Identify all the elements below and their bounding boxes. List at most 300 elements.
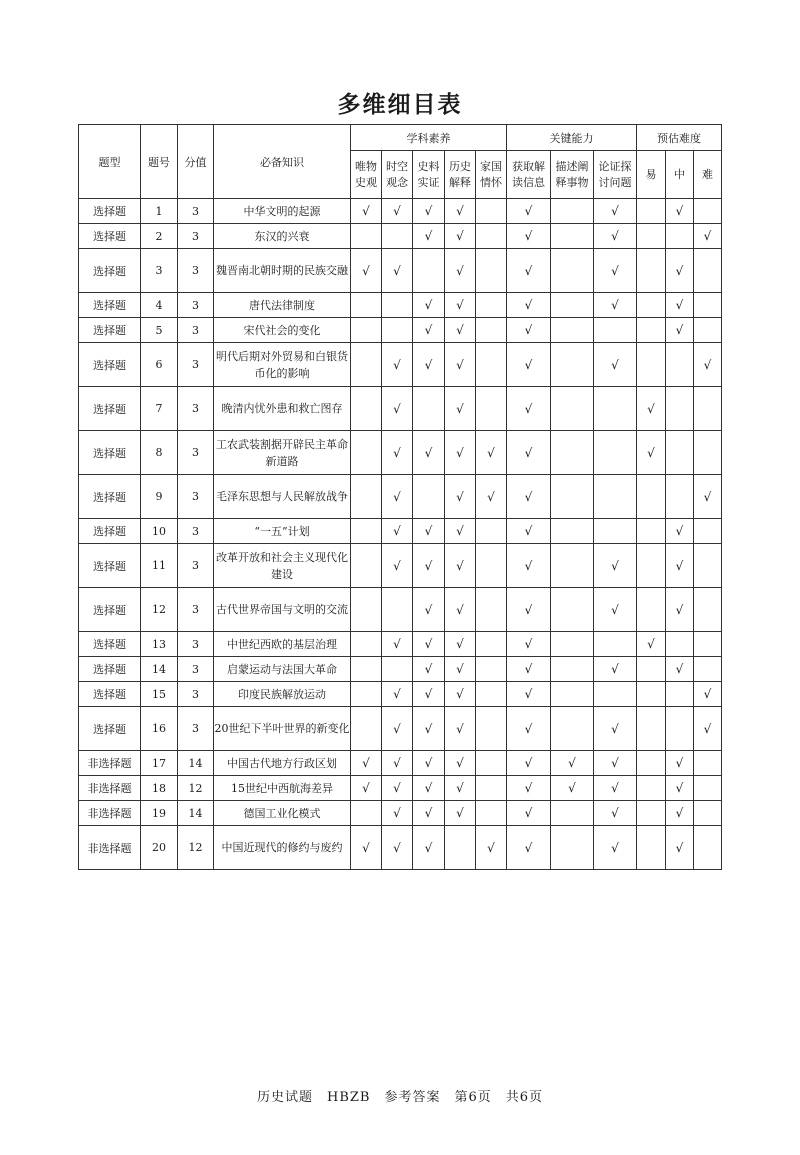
literacy-check-cell: √ — [382, 387, 413, 431]
question-number-cell: 20 — [141, 826, 178, 870]
literacy-check-cell: √ — [351, 826, 382, 870]
ability-check-cell: √ — [594, 544, 637, 588]
literacy-check-cell — [351, 475, 382, 519]
header-group-ability: 关键能力 — [507, 125, 637, 151]
score-cell: 12 — [178, 826, 214, 870]
ability-check-cell — [551, 318, 594, 343]
knowledge-topic-cell: 晚清内忧外患和救亡图存 — [214, 387, 351, 431]
literacy-check-cell: √ — [413, 826, 445, 870]
difficulty-check-cell — [694, 199, 722, 224]
score-cell: 3 — [178, 544, 214, 588]
ability-check-cell: √ — [594, 224, 637, 249]
literacy-check-cell: √ — [382, 544, 413, 588]
question-type-cell: 非选择题 — [79, 826, 141, 870]
difficulty-check-cell — [694, 801, 722, 826]
ability-check-cell — [551, 544, 594, 588]
literacy-check-cell — [476, 801, 507, 826]
difficulty-check-cell: √ — [666, 519, 694, 544]
literacy-check-cell: √ — [413, 199, 445, 224]
literacy-check-cell: √ — [445, 632, 476, 657]
table-row — [79, 632, 722, 657]
question-number-cell: 7 — [141, 387, 178, 431]
difficulty-check-cell — [666, 343, 694, 387]
table-row — [79, 475, 722, 519]
ability-check-cell — [551, 475, 594, 519]
question-number-cell: 6 — [141, 343, 178, 387]
knowledge-topic-cell: 改革开放和社会主义现代化建设 — [214, 544, 351, 588]
difficulty-check-cell: √ — [666, 588, 694, 632]
difficulty-check-cell — [637, 751, 666, 776]
question-number-cell: 9 — [141, 475, 178, 519]
ability-check-cell: √ — [594, 343, 637, 387]
question-number-cell: 16 — [141, 707, 178, 751]
literacy-check-cell: √ — [413, 431, 445, 475]
knowledge-topic-cell: 中国古代地方行政区划 — [214, 751, 351, 776]
difficulty-check-cell — [694, 826, 722, 870]
question-number-cell: 8 — [141, 431, 178, 475]
knowledge-topic-cell: 中国近现代的修约与废约 — [214, 826, 351, 870]
literacy-check-cell: √ — [413, 707, 445, 751]
knowledge-topic-cell: 毛泽东思想与人民解放战争 — [214, 475, 351, 519]
header-ability-3: 论证探讨问题 — [594, 151, 637, 199]
literacy-check-cell: √ — [382, 751, 413, 776]
header-literacy-4: 历史解释 — [445, 151, 476, 199]
ability-check-cell — [551, 343, 594, 387]
score-cell: 3 — [178, 475, 214, 519]
question-number-cell: 12 — [141, 588, 178, 632]
literacy-check-cell — [351, 343, 382, 387]
header-literacy-1: 唯物史观 — [351, 151, 382, 199]
knowledge-topic-cell: 宋代社会的变化 — [214, 318, 351, 343]
score-cell: 3 — [178, 318, 214, 343]
header-ability-1: 获取解读信息 — [507, 151, 551, 199]
difficulty-check-cell: √ — [694, 707, 722, 751]
literacy-check-cell — [476, 293, 507, 318]
header-group-literacy: 学科素养 — [351, 125, 507, 151]
literacy-check-cell: √ — [445, 588, 476, 632]
question-number-cell: 17 — [141, 751, 178, 776]
literacy-check-cell — [476, 519, 507, 544]
difficulty-check-cell — [694, 588, 722, 632]
ability-check-cell: √ — [507, 343, 551, 387]
header-literacy-5: 家国情怀 — [476, 151, 507, 199]
literacy-check-cell: √ — [382, 707, 413, 751]
literacy-check-cell — [413, 249, 445, 293]
difficulty-check-cell — [666, 632, 694, 657]
score-cell: 3 — [178, 519, 214, 544]
difficulty-check-cell: √ — [637, 431, 666, 475]
page-title: 多维细目表 — [337, 92, 463, 118]
difficulty-check-cell: √ — [694, 343, 722, 387]
literacy-check-cell: √ — [413, 519, 445, 544]
ability-check-cell: √ — [507, 199, 551, 224]
ability-check-cell — [551, 387, 594, 431]
ability-check-cell — [551, 588, 594, 632]
ability-check-cell — [551, 826, 594, 870]
difficulty-check-cell — [637, 475, 666, 519]
literacy-check-cell: √ — [382, 826, 413, 870]
literacy-check-cell — [351, 387, 382, 431]
knowledge-topic-cell: 明代后期对外贸易和白银货币化的影响 — [214, 343, 351, 387]
difficulty-check-cell — [637, 343, 666, 387]
ability-check-cell: √ — [507, 475, 551, 519]
table-row — [79, 431, 722, 475]
table-row — [79, 544, 722, 588]
question-type-cell: 非选择题 — [79, 801, 141, 826]
literacy-check-cell — [351, 801, 382, 826]
literacy-check-cell — [351, 682, 382, 707]
literacy-check-cell: √ — [413, 544, 445, 588]
header-difficulty-hard: 难 — [694, 151, 722, 199]
question-number-cell: 3 — [141, 249, 178, 293]
score-cell: 3 — [178, 707, 214, 751]
ability-check-cell: √ — [507, 826, 551, 870]
literacy-check-cell: √ — [476, 826, 507, 870]
difficulty-check-cell — [637, 519, 666, 544]
question-type-cell: 选择题 — [79, 519, 141, 544]
ability-check-cell: √ — [507, 632, 551, 657]
ability-check-cell: √ — [507, 544, 551, 588]
literacy-check-cell: √ — [445, 751, 476, 776]
table-row — [79, 224, 722, 249]
literacy-check-cell — [476, 387, 507, 431]
difficulty-check-cell — [666, 475, 694, 519]
literacy-check-cell — [476, 588, 507, 632]
knowledge-topic-cell: 印度民族解放运动 — [214, 682, 351, 707]
literacy-check-cell: √ — [413, 293, 445, 318]
literacy-check-cell: √ — [445, 544, 476, 588]
literacy-check-cell: √ — [445, 475, 476, 519]
difficulty-check-cell — [637, 707, 666, 751]
score-cell: 3 — [178, 249, 214, 293]
knowledge-topic-cell: 德国工业化模式 — [214, 801, 351, 826]
literacy-check-cell — [351, 519, 382, 544]
literacy-check-cell — [351, 544, 382, 588]
score-cell: 12 — [178, 776, 214, 801]
question-type-cell: 非选择题 — [79, 776, 141, 801]
difficulty-check-cell: √ — [666, 199, 694, 224]
literacy-check-cell — [382, 293, 413, 318]
literacy-check-cell — [351, 431, 382, 475]
ability-check-cell: √ — [594, 293, 637, 318]
literacy-check-cell: √ — [445, 318, 476, 343]
literacy-check-cell: √ — [382, 199, 413, 224]
score-cell: 3 — [178, 293, 214, 318]
literacy-check-cell — [445, 826, 476, 870]
ability-check-cell: √ — [507, 657, 551, 682]
literacy-check-cell: √ — [476, 431, 507, 475]
ability-check-cell: √ — [507, 751, 551, 776]
question-number-cell: 2 — [141, 224, 178, 249]
literacy-check-cell: √ — [382, 801, 413, 826]
literacy-check-cell — [382, 318, 413, 343]
literacy-check-cell: √ — [382, 431, 413, 475]
header-group-difficulty: 预估难度 — [637, 125, 722, 151]
header-ability-2: 描述阐释事物 — [551, 151, 594, 199]
difficulty-check-cell — [637, 776, 666, 801]
knowledge-topic-cell: 启蒙运动与法国大革命 — [214, 657, 351, 682]
difficulty-check-cell — [666, 224, 694, 249]
ability-check-cell: √ — [507, 293, 551, 318]
table-row — [79, 293, 722, 318]
ability-check-cell: √ — [507, 588, 551, 632]
difficulty-check-cell — [694, 519, 722, 544]
knowledge-topic-cell: 20世纪下半叶世界的新变化 — [214, 707, 351, 751]
question-number-cell: 5 — [141, 318, 178, 343]
score-cell: 14 — [178, 801, 214, 826]
table-row — [79, 751, 722, 776]
question-type-cell: 选择题 — [79, 657, 141, 682]
literacy-check-cell: √ — [382, 632, 413, 657]
literacy-check-cell: √ — [413, 318, 445, 343]
table-row — [79, 707, 722, 751]
header-literacy-3: 史料实证 — [413, 151, 445, 199]
table-row — [79, 801, 722, 826]
literacy-check-cell: √ — [382, 776, 413, 801]
literacy-check-cell — [351, 318, 382, 343]
ability-check-cell: √ — [507, 249, 551, 293]
specification-table — [78, 124, 722, 870]
difficulty-check-cell: √ — [694, 224, 722, 249]
table-body — [79, 199, 722, 870]
literacy-check-cell: √ — [445, 224, 476, 249]
ability-check-cell — [594, 318, 637, 343]
score-cell: 3 — [178, 657, 214, 682]
literacy-check-cell: √ — [382, 343, 413, 387]
literacy-check-cell — [351, 293, 382, 318]
ability-check-cell: √ — [507, 519, 551, 544]
question-type-cell: 选择题 — [79, 249, 141, 293]
ability-check-cell — [551, 199, 594, 224]
literacy-check-cell — [476, 224, 507, 249]
table-row — [79, 588, 722, 632]
ability-check-cell — [551, 632, 594, 657]
ability-check-cell — [551, 293, 594, 318]
knowledge-topic-cell: 中世纪西欧的基层治理 — [214, 632, 351, 657]
difficulty-check-cell — [637, 199, 666, 224]
table-row — [79, 387, 722, 431]
header-knowledge: 必备知识 — [214, 125, 351, 199]
knowledge-topic-cell: 魏晋南北朝时期的民族交融 — [214, 249, 351, 293]
difficulty-check-cell — [666, 707, 694, 751]
ability-check-cell: √ — [594, 751, 637, 776]
question-type-cell: 选择题 — [79, 224, 141, 249]
table-row — [79, 318, 722, 343]
literacy-check-cell — [413, 387, 445, 431]
table-row — [79, 199, 722, 224]
difficulty-check-cell — [637, 657, 666, 682]
ability-check-cell: √ — [507, 801, 551, 826]
difficulty-check-cell — [694, 293, 722, 318]
ability-check-cell: √ — [507, 431, 551, 475]
difficulty-check-cell — [694, 776, 722, 801]
question-type-cell: 选择题 — [79, 544, 141, 588]
literacy-check-cell: √ — [445, 519, 476, 544]
table-row — [79, 519, 722, 544]
header-no: 题号 — [141, 125, 178, 199]
ability-check-cell: √ — [507, 318, 551, 343]
difficulty-check-cell — [694, 431, 722, 475]
question-type-cell: 选择题 — [79, 293, 141, 318]
ability-check-cell: √ — [594, 826, 637, 870]
ability-check-cell — [551, 657, 594, 682]
score-cell: 3 — [178, 199, 214, 224]
literacy-check-cell: √ — [413, 343, 445, 387]
question-type-cell: 选择题 — [79, 475, 141, 519]
score-cell: 3 — [178, 387, 214, 431]
literacy-check-cell — [351, 657, 382, 682]
difficulty-check-cell — [637, 544, 666, 588]
question-type-cell: 选择题 — [79, 387, 141, 431]
question-type-cell: 非选择题 — [79, 751, 141, 776]
score-cell: 14 — [178, 751, 214, 776]
literacy-check-cell: √ — [351, 199, 382, 224]
literacy-check-cell: √ — [351, 776, 382, 801]
literacy-check-cell: √ — [413, 801, 445, 826]
knowledge-topic-cell: 唐代法律制度 — [214, 293, 351, 318]
ability-check-cell — [551, 707, 594, 751]
question-number-cell: 1 — [141, 199, 178, 224]
question-number-cell: 19 — [141, 801, 178, 826]
literacy-check-cell: √ — [445, 387, 476, 431]
difficulty-check-cell: √ — [666, 249, 694, 293]
question-type-cell: 选择题 — [79, 343, 141, 387]
difficulty-check-cell — [694, 657, 722, 682]
literacy-check-cell: √ — [413, 224, 445, 249]
ability-check-cell: √ — [507, 776, 551, 801]
difficulty-check-cell — [637, 801, 666, 826]
question-type-cell: 选择题 — [79, 632, 141, 657]
difficulty-check-cell: √ — [666, 657, 694, 682]
difficulty-check-cell — [637, 826, 666, 870]
ability-check-cell — [551, 249, 594, 293]
ability-check-cell: √ — [551, 751, 594, 776]
question-number-cell: 11 — [141, 544, 178, 588]
ability-check-cell: √ — [507, 387, 551, 431]
ability-check-cell: √ — [594, 776, 637, 801]
question-type-cell: 选择题 — [79, 431, 141, 475]
difficulty-check-cell: √ — [694, 475, 722, 519]
difficulty-check-cell — [666, 387, 694, 431]
difficulty-check-cell — [666, 682, 694, 707]
difficulty-check-cell: √ — [637, 632, 666, 657]
literacy-check-cell — [351, 632, 382, 657]
table-row — [79, 249, 722, 293]
difficulty-check-cell: √ — [666, 826, 694, 870]
knowledge-topic-cell: 15世纪中西航海差异 — [214, 776, 351, 801]
literacy-check-cell — [476, 249, 507, 293]
question-type-cell: 选择题 — [79, 682, 141, 707]
table-row — [79, 343, 722, 387]
literacy-check-cell: √ — [445, 707, 476, 751]
ability-check-cell: √ — [507, 224, 551, 249]
literacy-check-cell: √ — [445, 657, 476, 682]
literacy-check-cell: √ — [413, 657, 445, 682]
question-type-cell: 选择题 — [79, 707, 141, 751]
literacy-check-cell — [351, 224, 382, 249]
difficulty-check-cell: √ — [666, 318, 694, 343]
ability-check-cell: √ — [594, 199, 637, 224]
question-number-cell: 15 — [141, 682, 178, 707]
ability-check-cell: √ — [594, 707, 637, 751]
literacy-check-cell — [476, 632, 507, 657]
literacy-check-cell: √ — [445, 199, 476, 224]
difficulty-check-cell — [694, 387, 722, 431]
literacy-check-cell — [351, 588, 382, 632]
difficulty-check-cell: √ — [666, 776, 694, 801]
difficulty-check-cell: √ — [637, 387, 666, 431]
score-cell: 3 — [178, 343, 214, 387]
difficulty-check-cell — [694, 249, 722, 293]
header-difficulty-medium: 中 — [666, 151, 694, 199]
literacy-check-cell: √ — [445, 682, 476, 707]
question-type-cell: 选择题 — [79, 318, 141, 343]
ability-check-cell — [594, 431, 637, 475]
literacy-check-cell: √ — [382, 682, 413, 707]
literacy-check-cell: √ — [382, 475, 413, 519]
difficulty-check-cell — [637, 588, 666, 632]
ability-check-cell: √ — [594, 588, 637, 632]
difficulty-check-cell — [694, 318, 722, 343]
score-cell: 3 — [178, 588, 214, 632]
literacy-check-cell — [413, 475, 445, 519]
ability-check-cell: √ — [507, 707, 551, 751]
ability-check-cell — [594, 519, 637, 544]
literacy-check-cell: √ — [476, 475, 507, 519]
literacy-check-cell: √ — [351, 751, 382, 776]
literacy-check-cell: √ — [351, 249, 382, 293]
ability-check-cell — [551, 682, 594, 707]
difficulty-check-cell: √ — [666, 801, 694, 826]
difficulty-check-cell — [694, 751, 722, 776]
difficulty-check-cell — [694, 632, 722, 657]
difficulty-check-cell: √ — [666, 751, 694, 776]
literacy-check-cell — [476, 318, 507, 343]
literacy-check-cell: √ — [413, 682, 445, 707]
difficulty-check-cell — [637, 682, 666, 707]
score-cell: 3 — [178, 224, 214, 249]
table-row — [79, 776, 722, 801]
question-number-cell: 10 — [141, 519, 178, 544]
literacy-check-cell — [476, 343, 507, 387]
ability-check-cell — [594, 475, 637, 519]
literacy-check-cell — [351, 707, 382, 751]
ability-check-cell: √ — [594, 801, 637, 826]
literacy-check-cell — [382, 588, 413, 632]
literacy-check-cell: √ — [413, 751, 445, 776]
literacy-check-cell: √ — [445, 249, 476, 293]
literacy-check-cell: √ — [413, 632, 445, 657]
literacy-check-cell — [382, 224, 413, 249]
table-row — [79, 682, 722, 707]
literacy-check-cell: √ — [413, 588, 445, 632]
literacy-check-cell: √ — [382, 519, 413, 544]
header-type: 题型 — [79, 125, 141, 199]
knowledge-topic-cell: 工农武装割据开辟民主革命新道路 — [214, 431, 351, 475]
literacy-check-cell — [476, 776, 507, 801]
literacy-check-cell: √ — [382, 249, 413, 293]
literacy-check-cell — [476, 707, 507, 751]
question-number-cell: 14 — [141, 657, 178, 682]
page-footer: 历史试题 HBZB 参考答案 第6页 共6页 — [256, 1090, 544, 1105]
literacy-check-cell — [476, 657, 507, 682]
question-type-cell: 选择题 — [79, 199, 141, 224]
knowledge-topic-cell: 中华文明的起源 — [214, 199, 351, 224]
table-row — [79, 826, 722, 870]
knowledge-topic-cell: “一五”计划 — [214, 519, 351, 544]
difficulty-check-cell — [637, 224, 666, 249]
literacy-check-cell: √ — [445, 776, 476, 801]
